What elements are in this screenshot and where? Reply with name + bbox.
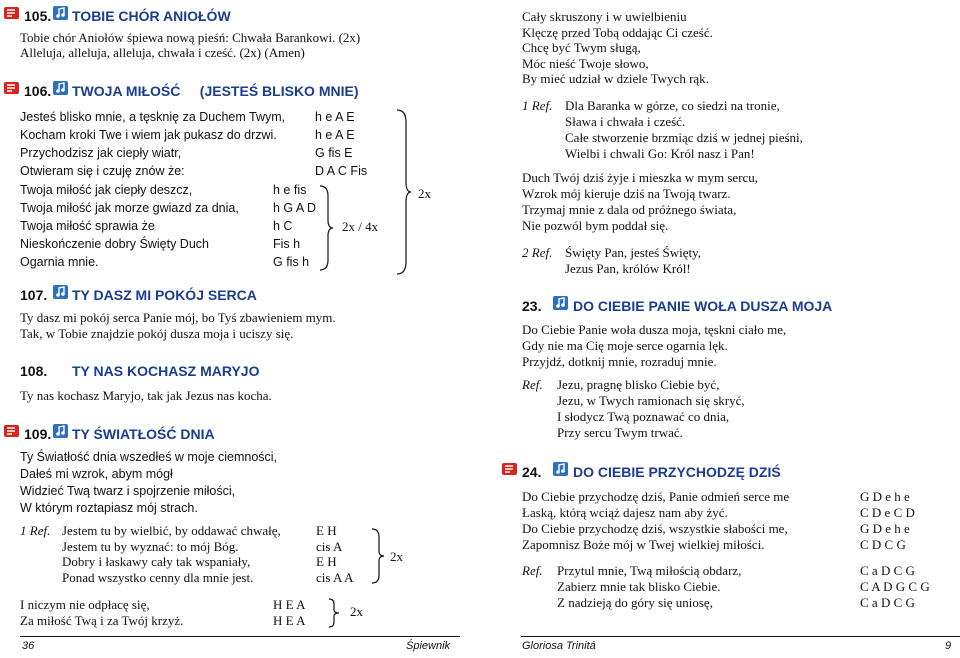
chord-line: h e A E — [315, 128, 355, 142]
lyric-line: W którym roztapiasz mój strach. — [20, 501, 198, 515]
lyric-line: Klęczę przed Tobą oddając Ci cześć. — [522, 24, 713, 40]
chord-line: D A C Fis — [315, 164, 368, 178]
song-title: TWOJA MIŁOŚĆ (JESTEŚ BLISKO MNIE) — [72, 83, 359, 99]
song-number: 23. — [522, 298, 542, 314]
lyric-line: Przyjdź, dotknij mnie, rozraduj mnie. — [522, 354, 717, 369]
chord-line: E H — [316, 523, 337, 538]
repeat-brace — [318, 184, 334, 272]
chord-line: cis A A — [316, 569, 354, 585]
songbook-icon — [2, 79, 22, 97]
lyric-line: Za miłość Twą i za Twój krzyż. — [20, 612, 184, 628]
chord-line: H E A — [273, 597, 306, 612]
lyric-line: Zapomnisz Boże mój w Twej wielkiej miłości. — [522, 537, 765, 552]
lyric-line: Widzieć Twą twarz i spojrzenie miłości, — [20, 484, 236, 498]
music-note-icon — [552, 461, 569, 477]
lyric-line: Jesteś blisko mnie, a tęsknię za Duchem Twym, — [20, 110, 286, 124]
songbook-icon — [500, 460, 520, 478]
chord-line: H E A — [273, 612, 306, 628]
lyrics-block — [522, 322, 786, 370]
lyrics-block — [522, 170, 758, 234]
song-number: 108. — [20, 363, 48, 379]
refrain-label: Ref. — [522, 377, 543, 392]
chord-line: G fis E — [315, 146, 353, 160]
lyrics-block — [522, 9, 713, 87]
lyric-line: Do Ciebie Panie woła dusza moja, tęskni ciało me, — [522, 322, 787, 337]
lyric-line: Wielbi i chwali Go: Król nasz i Pan! — [565, 146, 755, 161]
chord-line: C a D C G — [860, 595, 915, 610]
lyrics-block — [565, 98, 803, 162]
chord-line: h G A D — [273, 201, 317, 215]
lyric-line: Przytul mnie, Twą miłością obdarz, — [557, 563, 742, 578]
song-title: TOBIE CHÓR ANIOŁÓW — [72, 8, 231, 24]
lyric-line: Gdy nie ma Cię moje serce ogarnia lęk. — [522, 338, 728, 353]
song-number: 107. — [20, 287, 48, 303]
lyrics-block — [20, 597, 183, 628]
lyric-line: Tak, w Tobie znajdzie pokój dusza moja i uciszy się. — [20, 326, 294, 341]
song-title: TY NAS KOCHASZ MARYJO — [72, 363, 260, 379]
refrain-label: 1 Ref. — [522, 98, 553, 113]
lyric-line: By mieć udział w dziele Twych rąk. — [522, 71, 709, 87]
lyric-line: Ponad wszystko cenny dla mnie jest. — [62, 569, 254, 585]
music-note-icon — [552, 295, 569, 311]
lyric-line: Twoja miłość jak morze gwiazd za dnia, — [20, 201, 239, 215]
page-number: 36 — [22, 640, 35, 652]
lyric-line: Przy sercu Twym trwać. — [557, 425, 683, 440]
lyric-line: Dobry i łaskawy cały tak wspaniały, — [62, 554, 251, 569]
lyric-line: I słodycz Twą poznawać co dnia, — [557, 409, 730, 424]
music-note-icon — [52, 80, 69, 96]
chord-line: h C — [273, 219, 293, 233]
lyric-line: Przychodzisz jak ciepły wiatr, — [20, 146, 182, 160]
chords-block — [273, 183, 316, 273]
song-title: DO CIEBIE PRZYCHODZĘ DZIŚ — [573, 464, 781, 480]
lyrics-block — [522, 489, 789, 553]
music-note-icon — [52, 284, 69, 300]
repeat-count: 2x — [390, 549, 403, 564]
lyric-line: Wzrok mój kieruje dziś na Twoją twarz. — [522, 186, 731, 201]
repeat-brace — [395, 108, 413, 276]
author-name: Gloriosa Trinitá — [522, 640, 596, 652]
footer-rule — [20, 636, 460, 637]
refrain-label: Ref. — [522, 563, 543, 578]
songbook-icon — [2, 4, 22, 22]
lyric-line: Chcę być Twym sługą, — [522, 40, 641, 56]
lyrics-block — [20, 30, 360, 60]
song-title: DO CIEBIE PANIE WOŁA DUSZA MOJA — [573, 298, 833, 314]
lyric-line: Jestem tu by wyznać: to mój Bóg. — [62, 538, 239, 554]
repeat-brace — [370, 527, 386, 585]
lyric-line: Jezu, pragnę blisko Ciebie być, — [557, 377, 720, 392]
lyrics-block — [557, 377, 745, 441]
lyric-line: Jezu, w Twych ramionach się skryć, — [557, 393, 745, 408]
refrain-label: 2 Ref. — [522, 245, 553, 260]
lyric-line: Jestem tu by wielbić, by oddawać chwałę, — [62, 523, 281, 538]
lyrics-block — [20, 450, 277, 518]
lyric-line: Kocham kroki Twe i wiem jak pukasz do drzwi. — [20, 128, 277, 142]
chord-line: C A D G C G — [860, 579, 930, 594]
songbook-icon — [2, 422, 22, 440]
lyric-line: Móc nieść Twoje słowo, — [522, 55, 649, 71]
lyric-line: Otwieram się i czuję znów że: — [20, 164, 185, 178]
lyric-line: Twoja miłość jak ciepły deszcz, — [20, 183, 193, 197]
lyric-line: Trzymaj mnie z dala od próżnego świata, — [522, 202, 737, 217]
chord-line: E H — [316, 554, 337, 569]
chord-line: G D e h e — [860, 521, 910, 536]
repeat-count: 2x — [418, 186, 431, 201]
chords-block — [315, 110, 367, 182]
chord-line: C D e C D — [860, 505, 915, 520]
lyrics-block — [20, 310, 336, 342]
music-note-icon — [52, 423, 69, 439]
repeat-count: 2x — [350, 604, 363, 619]
lyric-line: Do Ciebie przychodzę dziś, Panie odmień serce me — [522, 489, 790, 504]
lyric-line: I niczym nie odpłacę się, — [20, 597, 150, 612]
chord-line: C a D C G — [860, 563, 915, 578]
song-number: 105. — [24, 8, 52, 24]
refrain-label: 1 Ref. — [20, 523, 51, 538]
lyric-line: Ty nas kochasz Maryjo, tak jak Jezus nas kocha. — [20, 388, 272, 403]
chord-line: h e fis — [273, 183, 307, 197]
chord-line: h e A E — [315, 110, 355, 124]
chord-line: G D e h e — [860, 489, 910, 504]
lyrics-block — [62, 523, 281, 585]
chords-block — [273, 597, 306, 628]
lyric-line: Dałeś mi wzrok, abym mógł — [20, 467, 173, 481]
song-number: 109. — [24, 426, 52, 442]
lyric-line: Ty dasz mi pokój serca Panie mój, bo Tyś zbawieniem mym. — [20, 310, 336, 325]
lyric-line: Jezus Pan, królów Król! — [565, 261, 691, 276]
page-number: 9 — [945, 640, 952, 652]
lyric-line: Łaską, którą wciąż dajesz nam aby żyć. — [522, 505, 728, 520]
lyric-line: Z nadzieją do góry się uniosę, — [557, 595, 713, 610]
chords-block — [316, 523, 354, 585]
lyric-line: Cały skruszony i w uwielbieniu — [522, 9, 687, 24]
chord-line: cis A — [316, 538, 343, 554]
lyric-line: Nieskończenie dobry Święty Duch — [20, 237, 209, 251]
chord-line: G fis h — [273, 255, 310, 269]
lyric-line: Dla Baranka w górze, co siedzi na tronie, — [565, 98, 780, 113]
lyric-line: Tobie chór Aniołów śpiewa nową pieśń: Chwała Barankowi. (2x) — [20, 30, 361, 45]
lyric-line: Ogarnia mnie. — [20, 255, 99, 269]
song-number: 24. — [522, 464, 542, 480]
song-title: TY DASZ MI POKÓJ SERCA — [72, 287, 257, 303]
footer-rule — [521, 636, 960, 637]
chord-line: C D C G — [860, 537, 906, 552]
lyric-line: Twoja miłość sprawia że — [20, 219, 155, 233]
music-note-icon — [52, 5, 69, 21]
chords-block — [860, 489, 915, 553]
lyric-line: Do Ciebie przychodzę dziś, wszystkie słabości me, — [522, 521, 788, 536]
lyric-line: Nie pozwól bym poddał się. — [522, 218, 669, 233]
lyrics-block — [557, 563, 741, 611]
song-title: TY ŚWIATŁOŚĆ DNIA — [72, 426, 215, 442]
chord-line: Fis h — [273, 237, 301, 251]
lyric-line: Alleluja, alleluja, alleluja, chwała i cześć. (2x) (Amen) — [20, 45, 305, 60]
lyric-line: Ty Światłość dnia wszedłeś w moje ciemności, — [20, 450, 278, 464]
lyric-line: Sława i chwała i cześć. — [565, 114, 686, 129]
lyric-line: Duch Twój dziś żyje i mieszka w mym sercu, — [522, 170, 759, 185]
lyrics-block — [20, 183, 239, 273]
repeat-brace — [327, 597, 341, 629]
repeat-count: 2x / 4x — [342, 219, 379, 234]
chords-block — [860, 563, 930, 611]
lyrics-block — [20, 388, 272, 403]
song-number: 106. — [24, 83, 52, 99]
lyrics-block — [565, 245, 701, 277]
lyrics-block — [20, 110, 285, 182]
lyric-line: Całe stworzenie brzmiąc dziś w jednej pieśni, — [565, 130, 803, 145]
lyric-line: Zabierz mnie tak blisko Ciebie. — [557, 579, 721, 594]
lyric-line: Święty Pan, jesteś Święty, — [565, 245, 702, 260]
book-title: Śpiewnik — [406, 640, 451, 652]
